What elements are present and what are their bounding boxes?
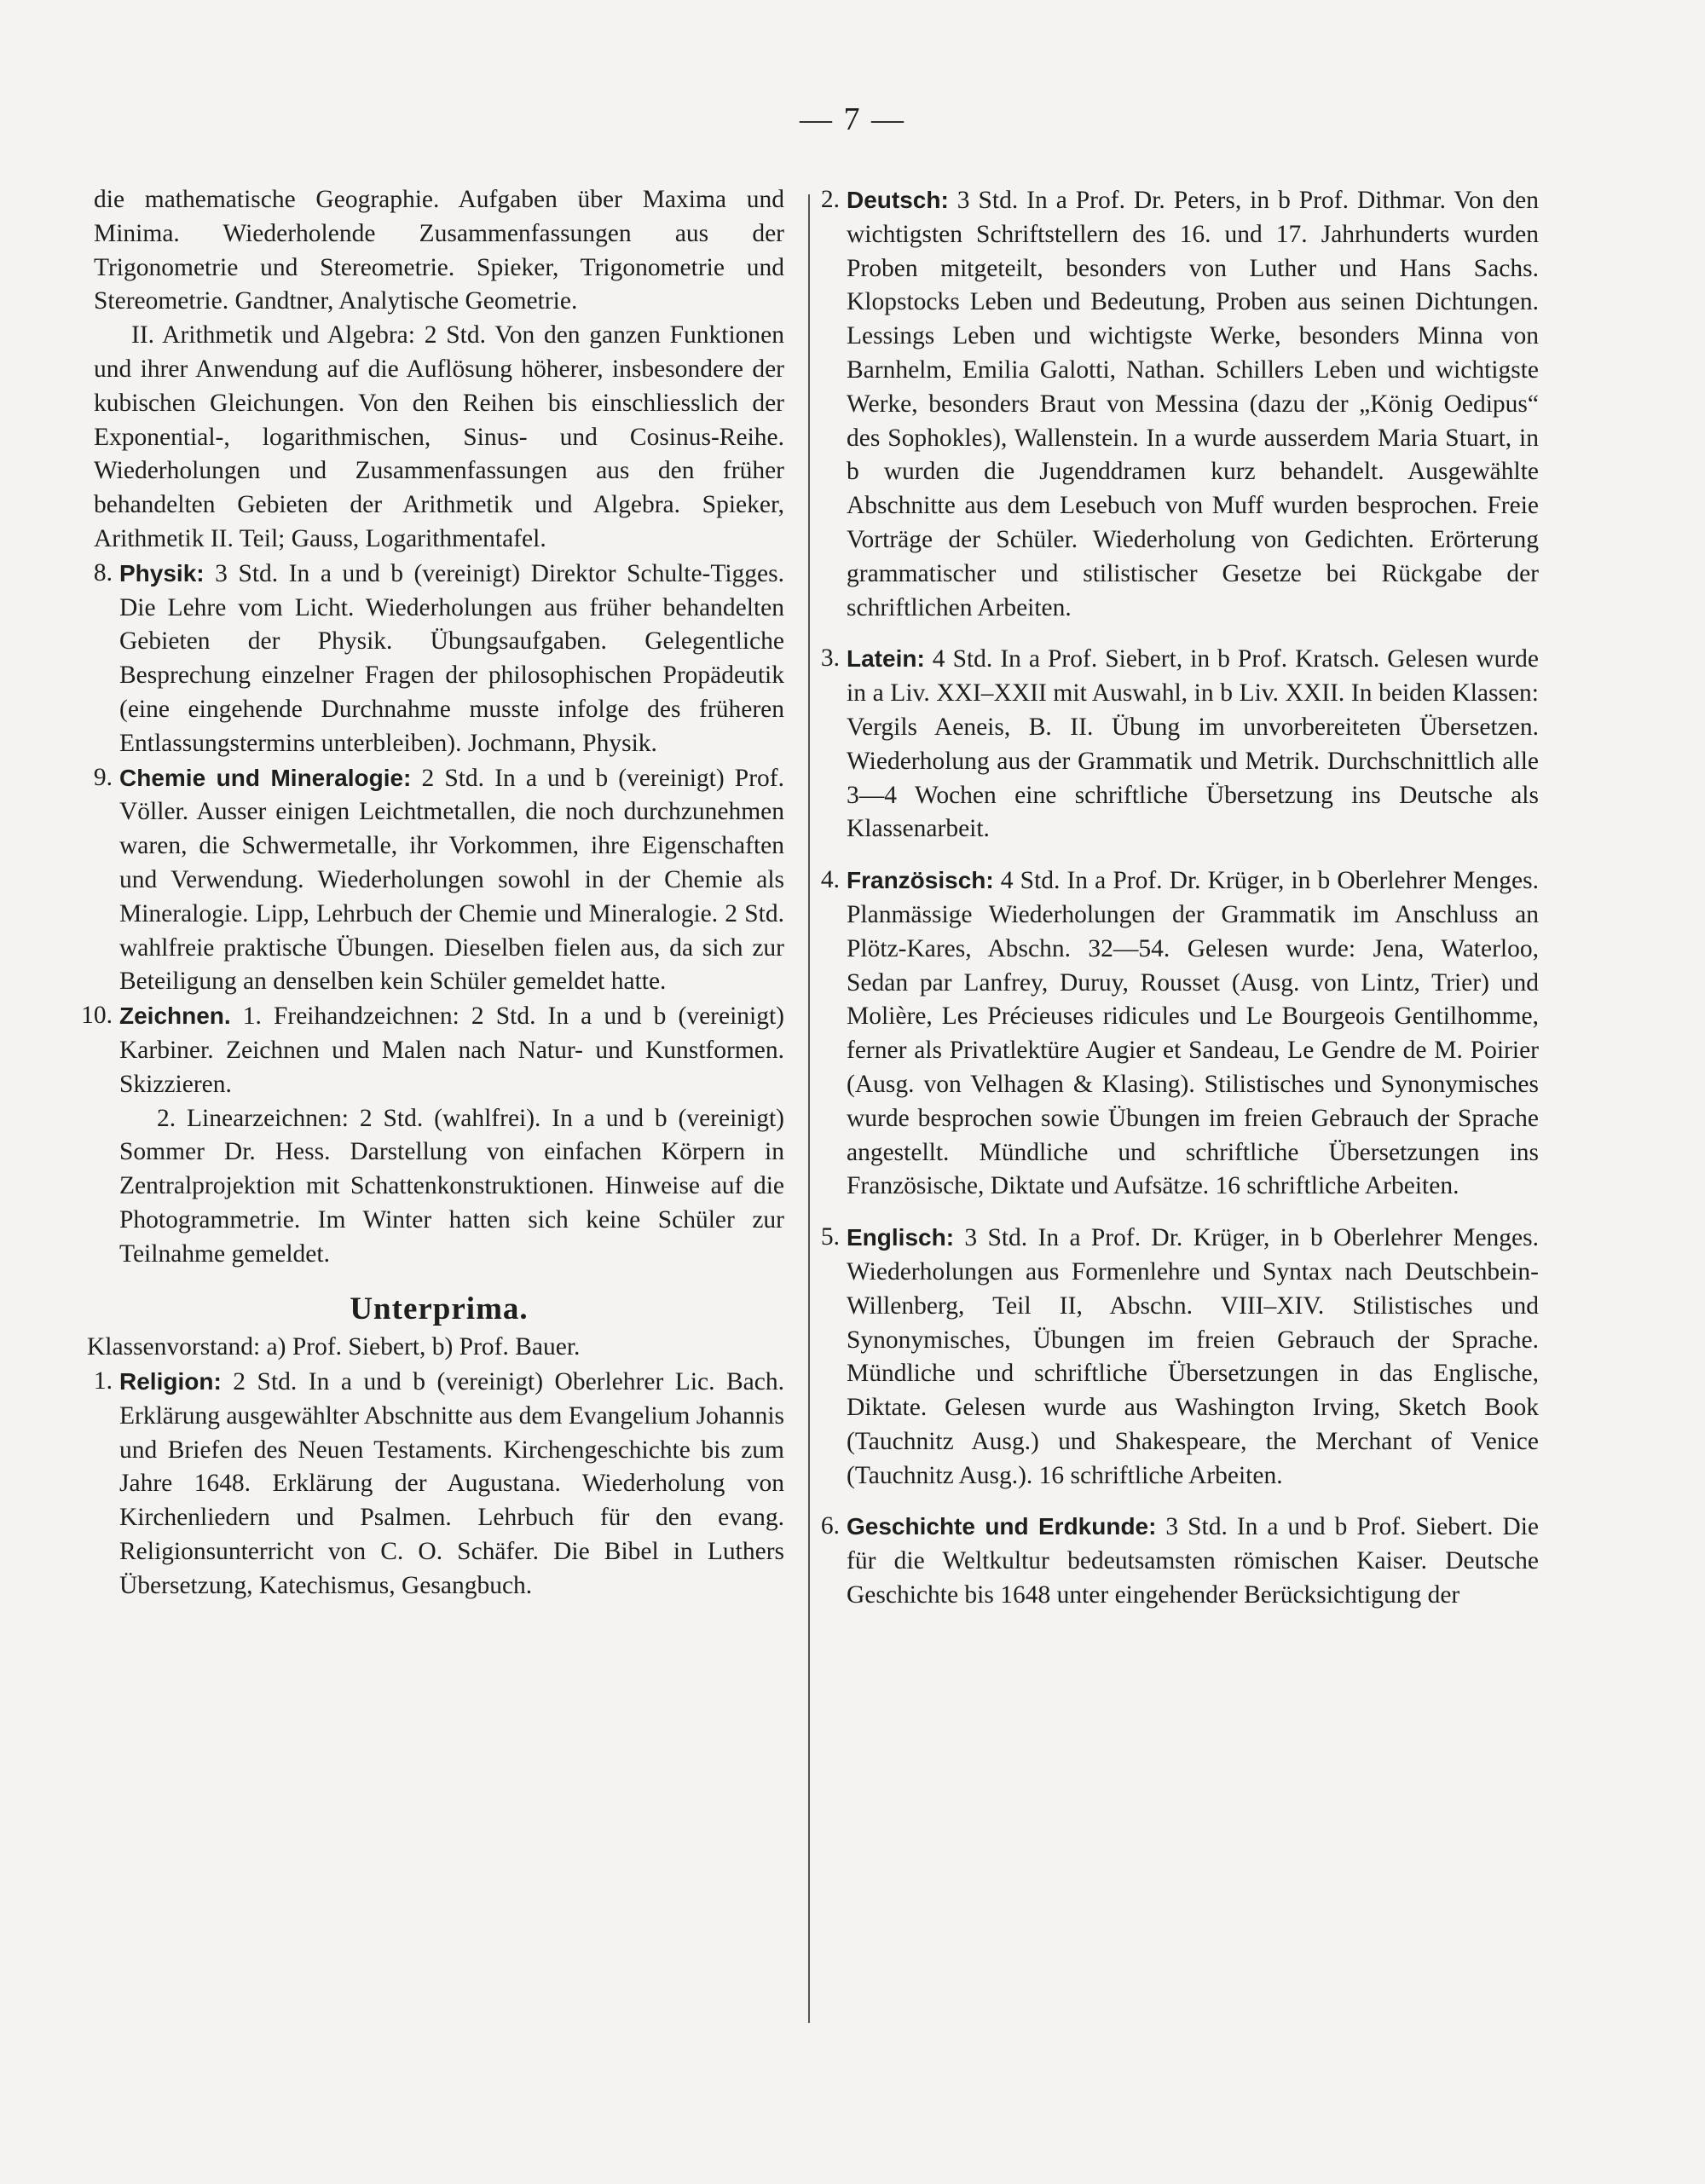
subject-label: Religion:: [119, 1368, 222, 1395]
item-deutsch: [820, 183, 1539, 625]
item-text: 3 Std. In a Prof. Dr. Peters, in b Prof. Dithmar. Von den wichtigsten Schriftstellern des 16. und 17. Jahrhunderts wurden Proben mitgeteilt, besonders von Luther und Hans Sachs. Klopstocks Leben und Bedeutung, Proben aus seinen Dichtungen. Lessings Leben und wichtigste Werke, besonders Minna von Barnhelm, Emilia Galotti, Nathan. Schillers Leben und wichtigste Werke, besonders Braut von Messina (dazu der „König Oedipus“ des Sophokles), Wallenstein. In a wurde ausserdem Maria Stuart, in b wurden die Jugenddramen kurz behandelt. Ausgewählte Abschnitte aus dem Lesebuch von Muff wurden besprochen. Freie Vorträge der Schüler. Wiederholung von Gedichten. Erörterung grammatischer und stilistischer Gesetze bei Rückgabe der schriftlichen Arbeiten.: [847, 187, 1539, 621]
subject-label: Physik:: [119, 559, 205, 586]
item-number: 10.: [81, 1002, 113, 1030]
item-englisch: [820, 1221, 1539, 1493]
item-number: 9.: [93, 763, 113, 791]
section-heading-unterprima: Unterprima.: [350, 1291, 529, 1326]
subject-label: Geschichte und Erdkunde:: [847, 1513, 1157, 1540]
item-text: 3 Std. In a Prof. Dr. Krüger, in b Oberlehrer Menges. Wiederholungen aus Formenlehre und Syntax nach Deutschbein-Willenberg, Teil II, Abschn. VIII–XIV. Stilistisches und Synonymisches, Übungen im freien Gebrauch der Sprache. Mündliche und schriftliche Übersetzungen in das Englische, Diktate. Gelesen wurde aus Washington Irving, Sketch Book (Tauchnitz Ausg.) und Shakespeare, the Merchant of Venice (Tauchnitz Ausg.). 16 schriftliche Arbeiten.: [847, 1224, 1539, 1489]
subject-label: Zeichnen.: [119, 1002, 231, 1030]
item-number: 6.: [820, 1512, 840, 1540]
left-column: [81, 183, 784, 1603]
subject-label: Deutsch:: [847, 187, 949, 213]
item-text: 4 Std. In a Prof. Siebert, in b Prof. Kratsch. Gelesen wurde in a Liv. XXI–XXII mit Auswahl, in b Liv. XXII. In beiden Klassen: Vergils Aeneis, B. II. Übung im unvorbereiteten Übersetzen. Wiederholung aus der Grammatik und Metrik. Durchschnittlich alle 3—4 Wochen eine schriftliche Übersetzung ins Deutsche als Klassenarbeit.: [847, 645, 1539, 843]
item-number: 4.: [820, 866, 840, 894]
item-number: 3.: [820, 644, 840, 673]
item-text: 3 Std. In a und b Prof. Siebert. Die für die Weltkultur bedeutsamsten römischen Kaiser. Deutsche Geschichte bis 1648 unter eingehender Berücksichtigung der: [847, 1513, 1540, 1609]
item-number: 5.: [820, 1223, 840, 1251]
item-text: 4 Std. In a Prof. Dr. Krüger, in b Oberlehrer Menges. Planmässige Wiederholungen der Grammatik im Anschluss an Plötz-Kares, Abschn. 32—54. Gelesen wurde: Jena, Waterloo, Sedan par Lanfrey, Duruy, Rousset (Ausg. von Lintz, Trier) und Molière, Les Précieuses ridicules und Le Bourgeois Gentilhomme, ferner als Privatlektüre Augier et Sandeau, Le Gendre de M. Poirier (Ausg. von Velhagen & Klasing). Stilistisches und Synonymisches wurde besprochen sowie Übungen im freien Gebrauch der Sprache angestellt. Mündliche und schriftliche Übersetzungen ins Französische, Diktate und Aufsätze. 16 schriftliche Arbeiten.: [847, 867, 1539, 1200]
item-geschichte: [820, 1510, 1540, 1612]
item-text: 2 Std. In a und b (vereinigt) Oberlehrer Lic. Bach. Erklärung ausgewählter Abschnitte aus dem Evangelium Johannis und Briefen des Neuen Testaments. Kirchengeschichte bis zum Jahre 1648. Erklärung der Augustana. Wiederholung von Kirchenliedern und Psalmen. Lehrbuch für den evang. Religionsunterricht von C. O. Schäfer. Die Bibel in Luthers Übersetzung, Katechismus, Gesangbuch.: [119, 1368, 784, 1599]
right-column: [820, 183, 1540, 1613]
item-text: 2 Std. In a und b (vereinigt) Prof. Völler. Ausser einigen Leichtmetallen, die noch durchzunehmen waren, die Schwermetalle, ihr Vorkommen, ihre Eigenschaften und Verwendung. Wiederholungen sowohl in der Chemie als Mineralogie. Lipp, Lehrbuch der Chemie und Mineralogie. 2 Std. wahlfreie praktische Übungen. Dieselben fielen aus, da sich zur Beteiligung an denselben kein Schüler gemeldet hatte.: [119, 764, 784, 996]
item-number: 8.: [93, 558, 113, 586]
subject-label: Chemie und Mineralogie:: [119, 764, 412, 791]
subject-label: Latein:: [847, 645, 925, 673]
page-number: — 7 —: [800, 101, 905, 137]
item-text: 3 Std. In a und b (vereinigt) Direktor Schulte-Tigges. Die Lehre vom Licht. Wiederholungen aus früher behandelten Gebieten der Physik. Übungsaufgaben. Gelegentliche Besprechung einzelner Fragen der philosophischen Propädeutik (eine eingehende Durchnahme musste infolge des früheren Entlassungstermins unterbleiben). Jochmann, Physik.: [119, 559, 784, 757]
subject-label: Französisch:: [847, 867, 994, 894]
item-zeichnen: [81, 999, 784, 1271]
item-franzoesisch: [820, 864, 1539, 1204]
item-physik: [94, 557, 784, 761]
intro-paragraph: die mathematische Geographie. Aufgaben über Maxima und Minima. Wiederholende Zusammenfassungen aus der Trigonometrie und Stereometrie. Spieker, Trigonometrie und Stereometrie. Gandtner, Analytische Geometrie.: [94, 186, 784, 315]
klassenvorstand-line: Klassenvorstand: a) Prof. Siebert, b) Prof. Bauer.: [87, 1333, 581, 1361]
item-text-linearzeichnen: 2. Linearzeichnen: 2 Std. (wahlfrei). In a und b (vereinigt) Sommer Dr. Hess. Darstellung von einfachen Körpern in Zentralprojektion mit Schattenkonstruktionen. Hinweise auf die Photogrammetrie. Im Winter hatten sich keine Schüler zur Teilnahme gemeldet.: [119, 1104, 784, 1268]
item-latein: [820, 642, 1539, 846]
column-divider: [808, 194, 810, 2023]
item-chemie: [94, 761, 784, 1000]
arithmetik-paragraph: II. Arithmetik und Algebra: 2 Std. Von den ganzen Funktionen und ihrer Anwendung auf die Auflösung höherer, insbesondere der kubischen Gleichungen. Von den Reihen bis einschliesslich der Exponential-, logarithmischen, Sinus- und Cosinus-Reihe. Wiederholungen und Zusammenfassungen aus den früher behandelten Gebieten der Arithmetik und Algebra. Spieker, Arithmetik II. Teil; Gauss, Logarithmentafel.: [94, 321, 784, 552]
item-number: 1.: [93, 1367, 113, 1395]
item-text: 1. Freihandzeichnen: 2 Std. In a und b (vereinigt) Karbiner. Zeichnen und Malen nach Natur- und Kunstformen. Skizzieren.: [119, 1002, 784, 1098]
item-number: 2.: [820, 186, 840, 213]
subject-label: Englisch:: [847, 1224, 955, 1251]
item-religion: [94, 1365, 784, 1603]
